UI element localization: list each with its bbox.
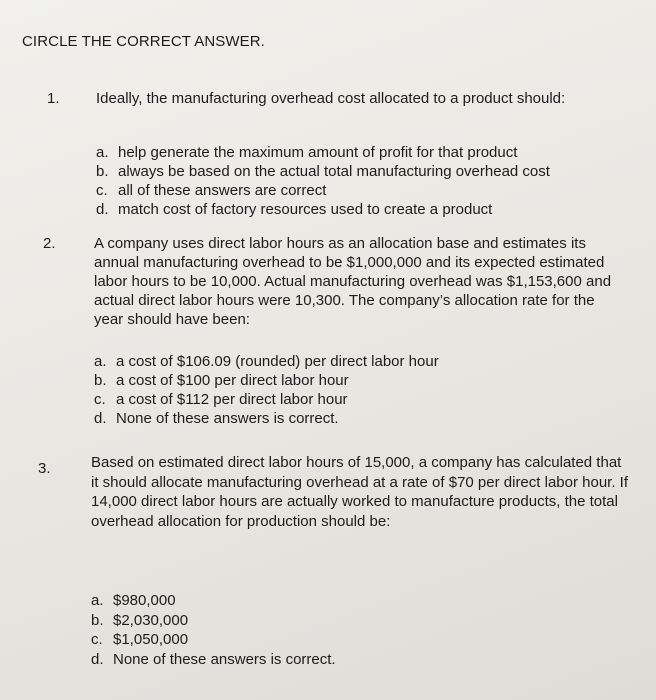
- answer-choice-c[interactable]: [91, 630, 336, 650]
- choice-letter: b.: [91, 611, 104, 629]
- question-number: 3.: [38, 460, 51, 477]
- choice-text: help generate the maximum amount of profit for that product: [118, 144, 518, 161]
- choice-letter: c.: [91, 631, 103, 648]
- question-text: Ideally, the manufacturing overhead cost allocated to a product should:: [96, 90, 566, 107]
- choice-text: $980,000: [113, 592, 176, 609]
- answer-choice-c[interactable]: [96, 181, 550, 200]
- choice-letter: a.: [94, 353, 107, 370]
- answer-choices: [91, 591, 336, 669]
- question-number: 1.: [47, 90, 60, 107]
- choice-text: None of these answers is correct.: [113, 650, 336, 668]
- choice-letter: b.: [96, 163, 109, 180]
- answer-choice-a[interactable]: [94, 352, 439, 371]
- page-title: CIRCLE THE CORRECT ANSWER.: [22, 33, 265, 50]
- choice-text: a cost of $106.09 (rounded) per direct labor hour: [116, 353, 439, 370]
- choice-letter: b.: [94, 372, 107, 389]
- choice-letter: d.: [91, 650, 104, 668]
- answer-choice-d[interactable]: [96, 200, 550, 219]
- choice-text: all of these answers are correct: [118, 182, 327, 199]
- choice-text: a cost of $112 per direct labor hour: [116, 391, 348, 408]
- answer-choice-a[interactable]: [91, 591, 336, 611]
- answer-choice-b[interactable]: [91, 611, 336, 631]
- choice-text: always be based on the actual total manufacturing overhead cost: [118, 163, 550, 180]
- answer-choice-d[interactable]: [91, 650, 336, 670]
- choice-text: $2,030,000: [113, 611, 189, 629]
- answer-choices: [96, 143, 550, 219]
- choice-text: None of these answers is correct.: [116, 410, 339, 427]
- answer-choice-c[interactable]: [94, 390, 439, 409]
- choice-letter: c.: [96, 182, 108, 199]
- question-number: 2.: [43, 235, 56, 252]
- choice-letter: c.: [94, 391, 106, 408]
- answer-choice-b[interactable]: [96, 162, 550, 181]
- answer-choice-d[interactable]: [94, 409, 439, 428]
- choice-text: a cost of $100 per direct labor hour: [116, 372, 349, 389]
- choice-letter: a.: [96, 144, 109, 161]
- question-text: A company uses direct labor hours as an allocation base and estimates its annual manufacturing overhead to be $1,000,000 and its expected estimated labor hours to be 10,000. Actual manufacturing overhead was $1,153,600 and actual direct labor hours were 10,300. The company’s allocation rate for the year should have been:: [94, 235, 612, 328]
- choice-letter: a.: [91, 592, 104, 609]
- choice-letter: d.: [96, 201, 109, 218]
- answer-choice-a[interactable]: [96, 143, 550, 162]
- choice-text: $1,050,000: [113, 631, 189, 648]
- answer-choices: [94, 352, 439, 428]
- choice-letter: d.: [94, 410, 107, 427]
- choice-text: match cost of factory resources used to create a product: [118, 201, 493, 218]
- answer-choice-b[interactable]: [94, 371, 439, 390]
- question-text: Based on estimated direct labor hours of 15,000, a company has calculated that it should allocate manufacturing overhead at a rate of $70 per direct labor hour. If 14,000 direct labor hours are actually worked to manufacture products, the total overhead allocation for production should be:: [91, 454, 628, 530]
